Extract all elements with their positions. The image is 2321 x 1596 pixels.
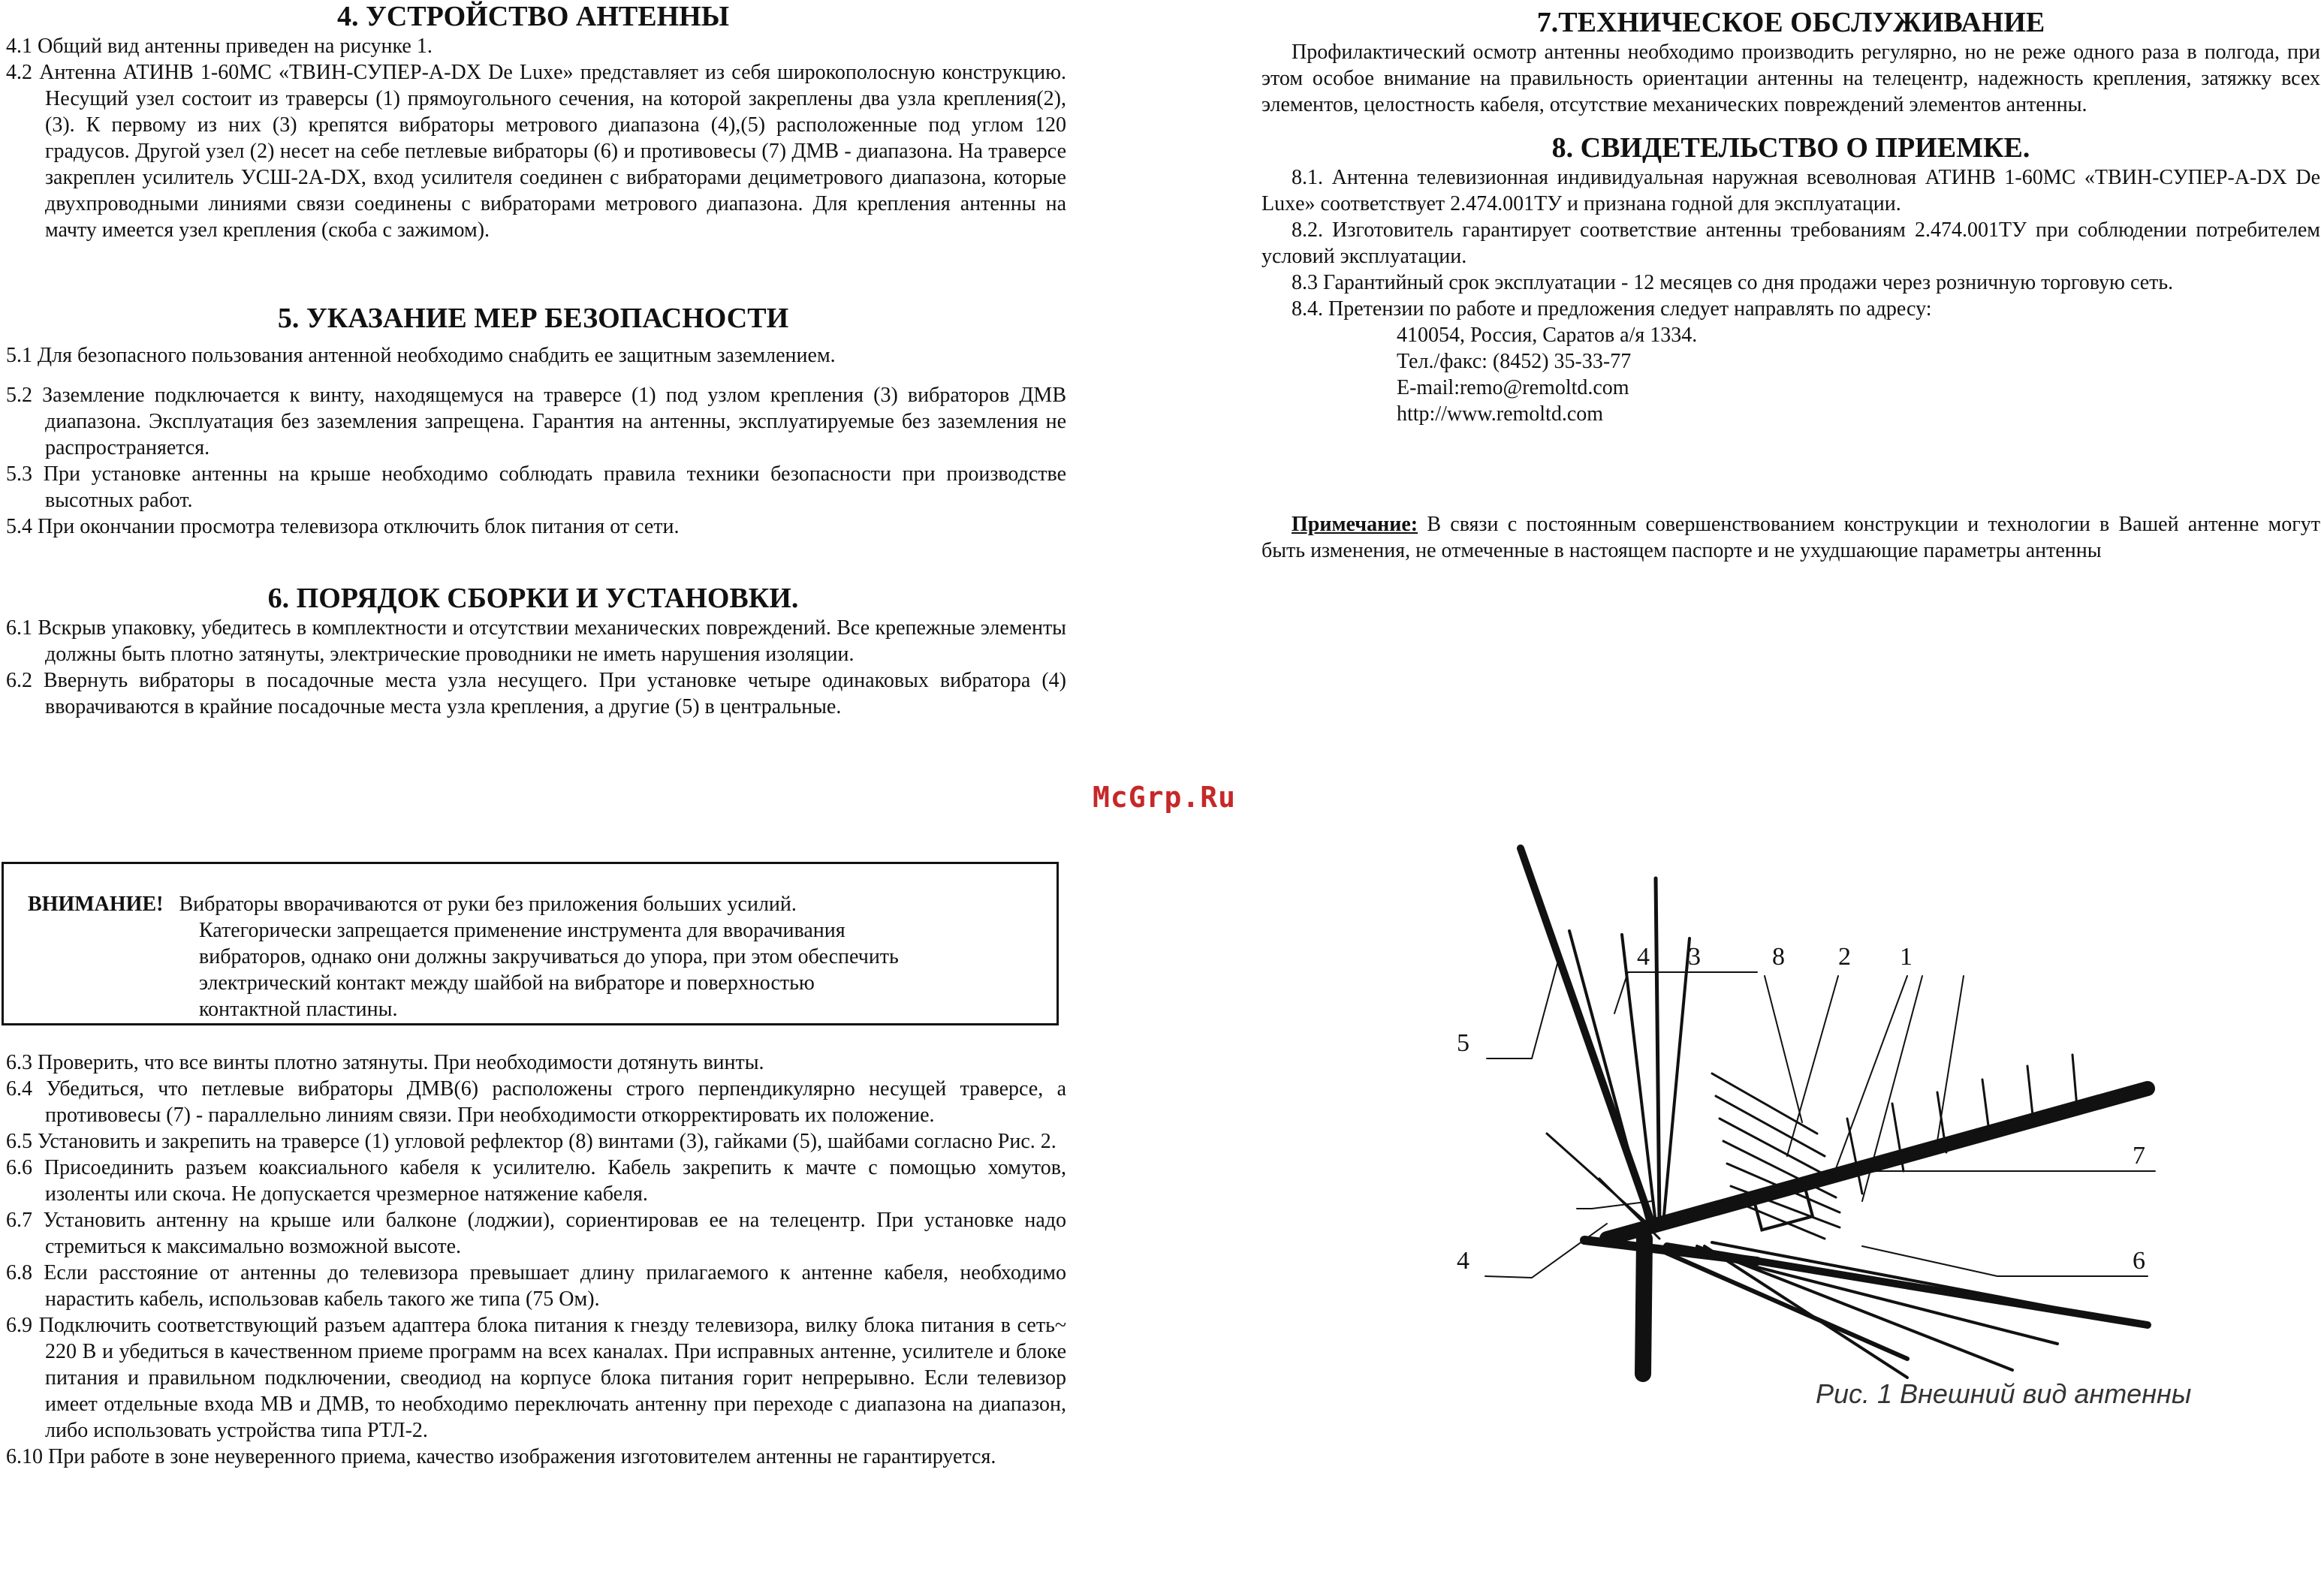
warning-box bbox=[2, 862, 1059, 1025]
fig-label-8: 8 bbox=[1772, 943, 1785, 971]
item-6-3: 6.3 Проверить, что все винты плотно затянуты. При необходимости дотянуть винты. bbox=[6, 1051, 764, 1074]
antenna-figure bbox=[1337, 818, 2193, 1389]
section6-title: 6. ПОРЯДОК СБОРКИ И УСТАНОВКИ. bbox=[267, 583, 799, 614]
figure-caption: Рис. 1 Внешний вид антенны bbox=[1816, 1378, 2192, 1409]
address-line: Тел./факс: (8452) 35-33-77 bbox=[1397, 350, 1632, 373]
item-6-4: 6.4 Убедиться, что петлевые вибраторы ДМВ(6) расположены строго перпендикулярно несущей траверсе, а противовесы (7) - параллельно линиям связи. При необходимости откорректировать их положение. bbox=[6, 1077, 1066, 1127]
fig-label-5: 5 bbox=[1457, 1029, 1469, 1057]
warning-label: ВНИМАНИЕ! bbox=[28, 893, 164, 916]
item-8-1: 8.1. Антенна телевизионная индивидуальная наружная всеволновая АТИНВ 1-60МС «ТВИН-СУПЕР-A-DX De Luxe» соответствует 2.474.001ТУ и признана годной для эксплуатации. bbox=[1261, 166, 2320, 215]
item-5-4: 5.4 При окончании просмотра телевизора отключить блок питания от сети. bbox=[6, 515, 680, 538]
item-8-4: 8.4. Претензии по работе и предложения следует направлять по адресу: bbox=[1292, 297, 1932, 321]
note-label: Примечание: bbox=[1292, 513, 1418, 536]
section7-text: Профилактический осмотр антенны необходимо производить регулярно, но не реже одного раза в полгода, при этом особое внимание на правильность ориентации антенны на телецентр, надежность крепления, затяжку всех элементов, целостность кабеля, отсутствие механических повреждений элементов антенны. bbox=[1261, 41, 2320, 116]
left-column bbox=[0, 0, 1066, 720]
item-5-1: 5.1 Для безопасного пользования антенной необходимо снабдить ее защитным заземлением. bbox=[6, 344, 836, 367]
item-6-2: 6.2 Ввернуть вибраторы в посадочные места узла несущего. При установке четыре одинаковых вибратора (4) вворачиваются в крайние посадочные места узла крепления, а другие (5) в центральные. bbox=[6, 669, 1066, 718]
item-6-5: 6.5 Установить и закрепить на траверсе (1) угловой рефлектор (8) винтами (3), гайками (5), шайбами согласно Рис. 2. bbox=[6, 1130, 1057, 1153]
watermark: McGrp.Ru bbox=[1093, 781, 1237, 814]
item-8-2: 8.2. Изготовитель гарантирует соответствие антенны требованиям 2.474.001ТУ при соблюдении потребителем условий эксплуатации. bbox=[1261, 218, 2320, 268]
warning-line: электрический контакт между шайбой на вибраторе и поверхностью bbox=[199, 971, 815, 995]
fig-label-6: 6 bbox=[2133, 1247, 2145, 1275]
antenna-boom bbox=[1607, 1089, 2148, 1239]
right-column bbox=[1261, 0, 2320, 564]
item-6-10: 6.10 При работе в зоне неуверенного приема, качество изображения изготовителем антенны не гарантируется. bbox=[6, 1445, 996, 1468]
warning-line: Категорически запрещается применение инструмента для вворачивания bbox=[199, 919, 846, 942]
section8-title: 8. СВИДЕТЕЛЬСТВО О ПРИЕМКЕ. bbox=[1551, 132, 2030, 164]
item-6-8: 6.8 Если расстояние от антенны до телевизора превышает длину прилагаемого к антенне кабеля, необходимо нарастить кабель, использовав кабель такого же типа (75 Ом). bbox=[6, 1261, 1066, 1311]
address-line: E-mail:remo@remoltd.com bbox=[1397, 376, 1629, 399]
address-line: http://www.remoltd.com bbox=[1397, 402, 1604, 426]
fig-label-2: 2 bbox=[1838, 943, 1851, 971]
fig-label-1: 1 bbox=[1900, 943, 1913, 971]
antenna-mast bbox=[1643, 1239, 1644, 1374]
item-5-2: 5.2 Заземление подключается к винту, находящемуся на траверсе (1) под узлом крепления (3) вибраторов ДМВ диапазона. Эксплуатация без заземления запрещена. Гарантия на антенны, эксплуатируемые без заземления не распространяется. bbox=[6, 384, 1066, 459]
warning-line: Вибраторы вворачиваются от руки без приложения больших усилий. bbox=[179, 893, 797, 916]
section5-title: 5. УКАЗАНИЕ МЕР БЕЗОПАСНОСТИ bbox=[277, 303, 789, 334]
warning-line: контактной пластины. bbox=[199, 998, 398, 1021]
item-6-1: 6.1 Вскрыв упаковку, убедитесь в комплектности и отсутствии механических повреждений. Все крепежные элементы должны быть плотно затянуты, электрические проводники не иметь нарушения изоляции. bbox=[6, 616, 1066, 666]
fig-label-4-left: 4 bbox=[1457, 1247, 1469, 1275]
item-5-3: 5.3 При установке антенны на крыше необходимо соблюдать правила техники безопасности при производстве высотных работ. bbox=[6, 462, 1066, 512]
left-column-lower bbox=[0, 1049, 1066, 1470]
address-line: 410054, Россия, Саратов а/я 1334. bbox=[1397, 324, 1698, 347]
item-4-1: 4.1 Общий вид антенны приведен на рисунке 1. bbox=[6, 35, 433, 58]
item-6-9: 6.9 Подключить соответствующий разъем адаптера блока питания к гнезду телевизора, вилку блока питания в сеть~ 220 В и убедиться в качественном приеме программ на всех каналах. При исправных антенне, усилителе и блоке питания и правильном подключении, свеодиод на корпусе блока питания горит непрерывно. Если телевизор имеет отдельные входа МВ и ДМВ, то необходимо переключать антенну при переходе с диапазона на диапазон, либо использовать устройства типа РТЛ-2. bbox=[6, 1314, 1066, 1442]
warning-line: вибраторов, однако они должны закручиваться до упора, при этом обеспечить bbox=[199, 945, 899, 968]
item-6-7: 6.7 Установить антенну на крыше или балконе (лоджии), сориентировав ее на телецентр. При установке надо стремиться к максимально возможной высоте. bbox=[6, 1209, 1066, 1258]
warning-first-line bbox=[28, 891, 1041, 917]
note bbox=[1261, 511, 2320, 564]
section7-title: 7.ТЕХНИЧЕСКОЕ ОБСЛУЖИВАНИЕ bbox=[1536, 7, 2045, 38]
item-4-2: 4.2 Антенна АТИНВ 1-60МС «ТВИН-СУПЕР-A-DX De Luxe» представляет из себя широкополосную конструкцию. Несущий узел состоит из траверсы (1) прямоугольного сечения, на которой закреплены два узла крепления(2),(3). К первому из них (3) крепятся вибраторы метрового диапазона (4),(5) расположенные под углом 120 градусов. Другой узел (2) несет на себе петлевые вибраторы (6) и противовесы (7) ДМВ - диапазона. На траверсе закреплен усилитель УСШ-2А-DX, вход усилителя соединен с вибраторами дециметрового диапазона, которые двухпроводными линиями связи соединены с вибраторами метрового диапазона. Для крепления антенны на мачту имеется узел крепления (скоба с зажимом). bbox=[6, 61, 1066, 242]
section4-title: 4. УСТРОЙСТВО АНТЕННЫ bbox=[336, 1, 730, 32]
note-text: В связи с постоянным совершенствованием конструкции и технологии в Вашей антенне могут быть изменения, не отмеченные в настоящем паспорте и не ухудшающие параметры антенны bbox=[1261, 513, 2320, 562]
fig-label-4-top: 4 bbox=[1637, 943, 1650, 971]
item-8-3: 8.3 Гарантийный срок эксплуатации - 12 месяцев со дня продажи через розничную торговую сеть. bbox=[1292, 271, 2174, 294]
fig-label-7: 7 bbox=[2133, 1142, 2145, 1170]
fig-label-3: 3 bbox=[1688, 943, 1701, 971]
item-6-6: 6.6 Присоединить разъем коаксиального кабеля к усилителю. Кабель закрепить к мачте с помощью хомутов, изоленты или скоча. Не допускается чрезмерное натяжение кабеля. bbox=[6, 1156, 1066, 1206]
